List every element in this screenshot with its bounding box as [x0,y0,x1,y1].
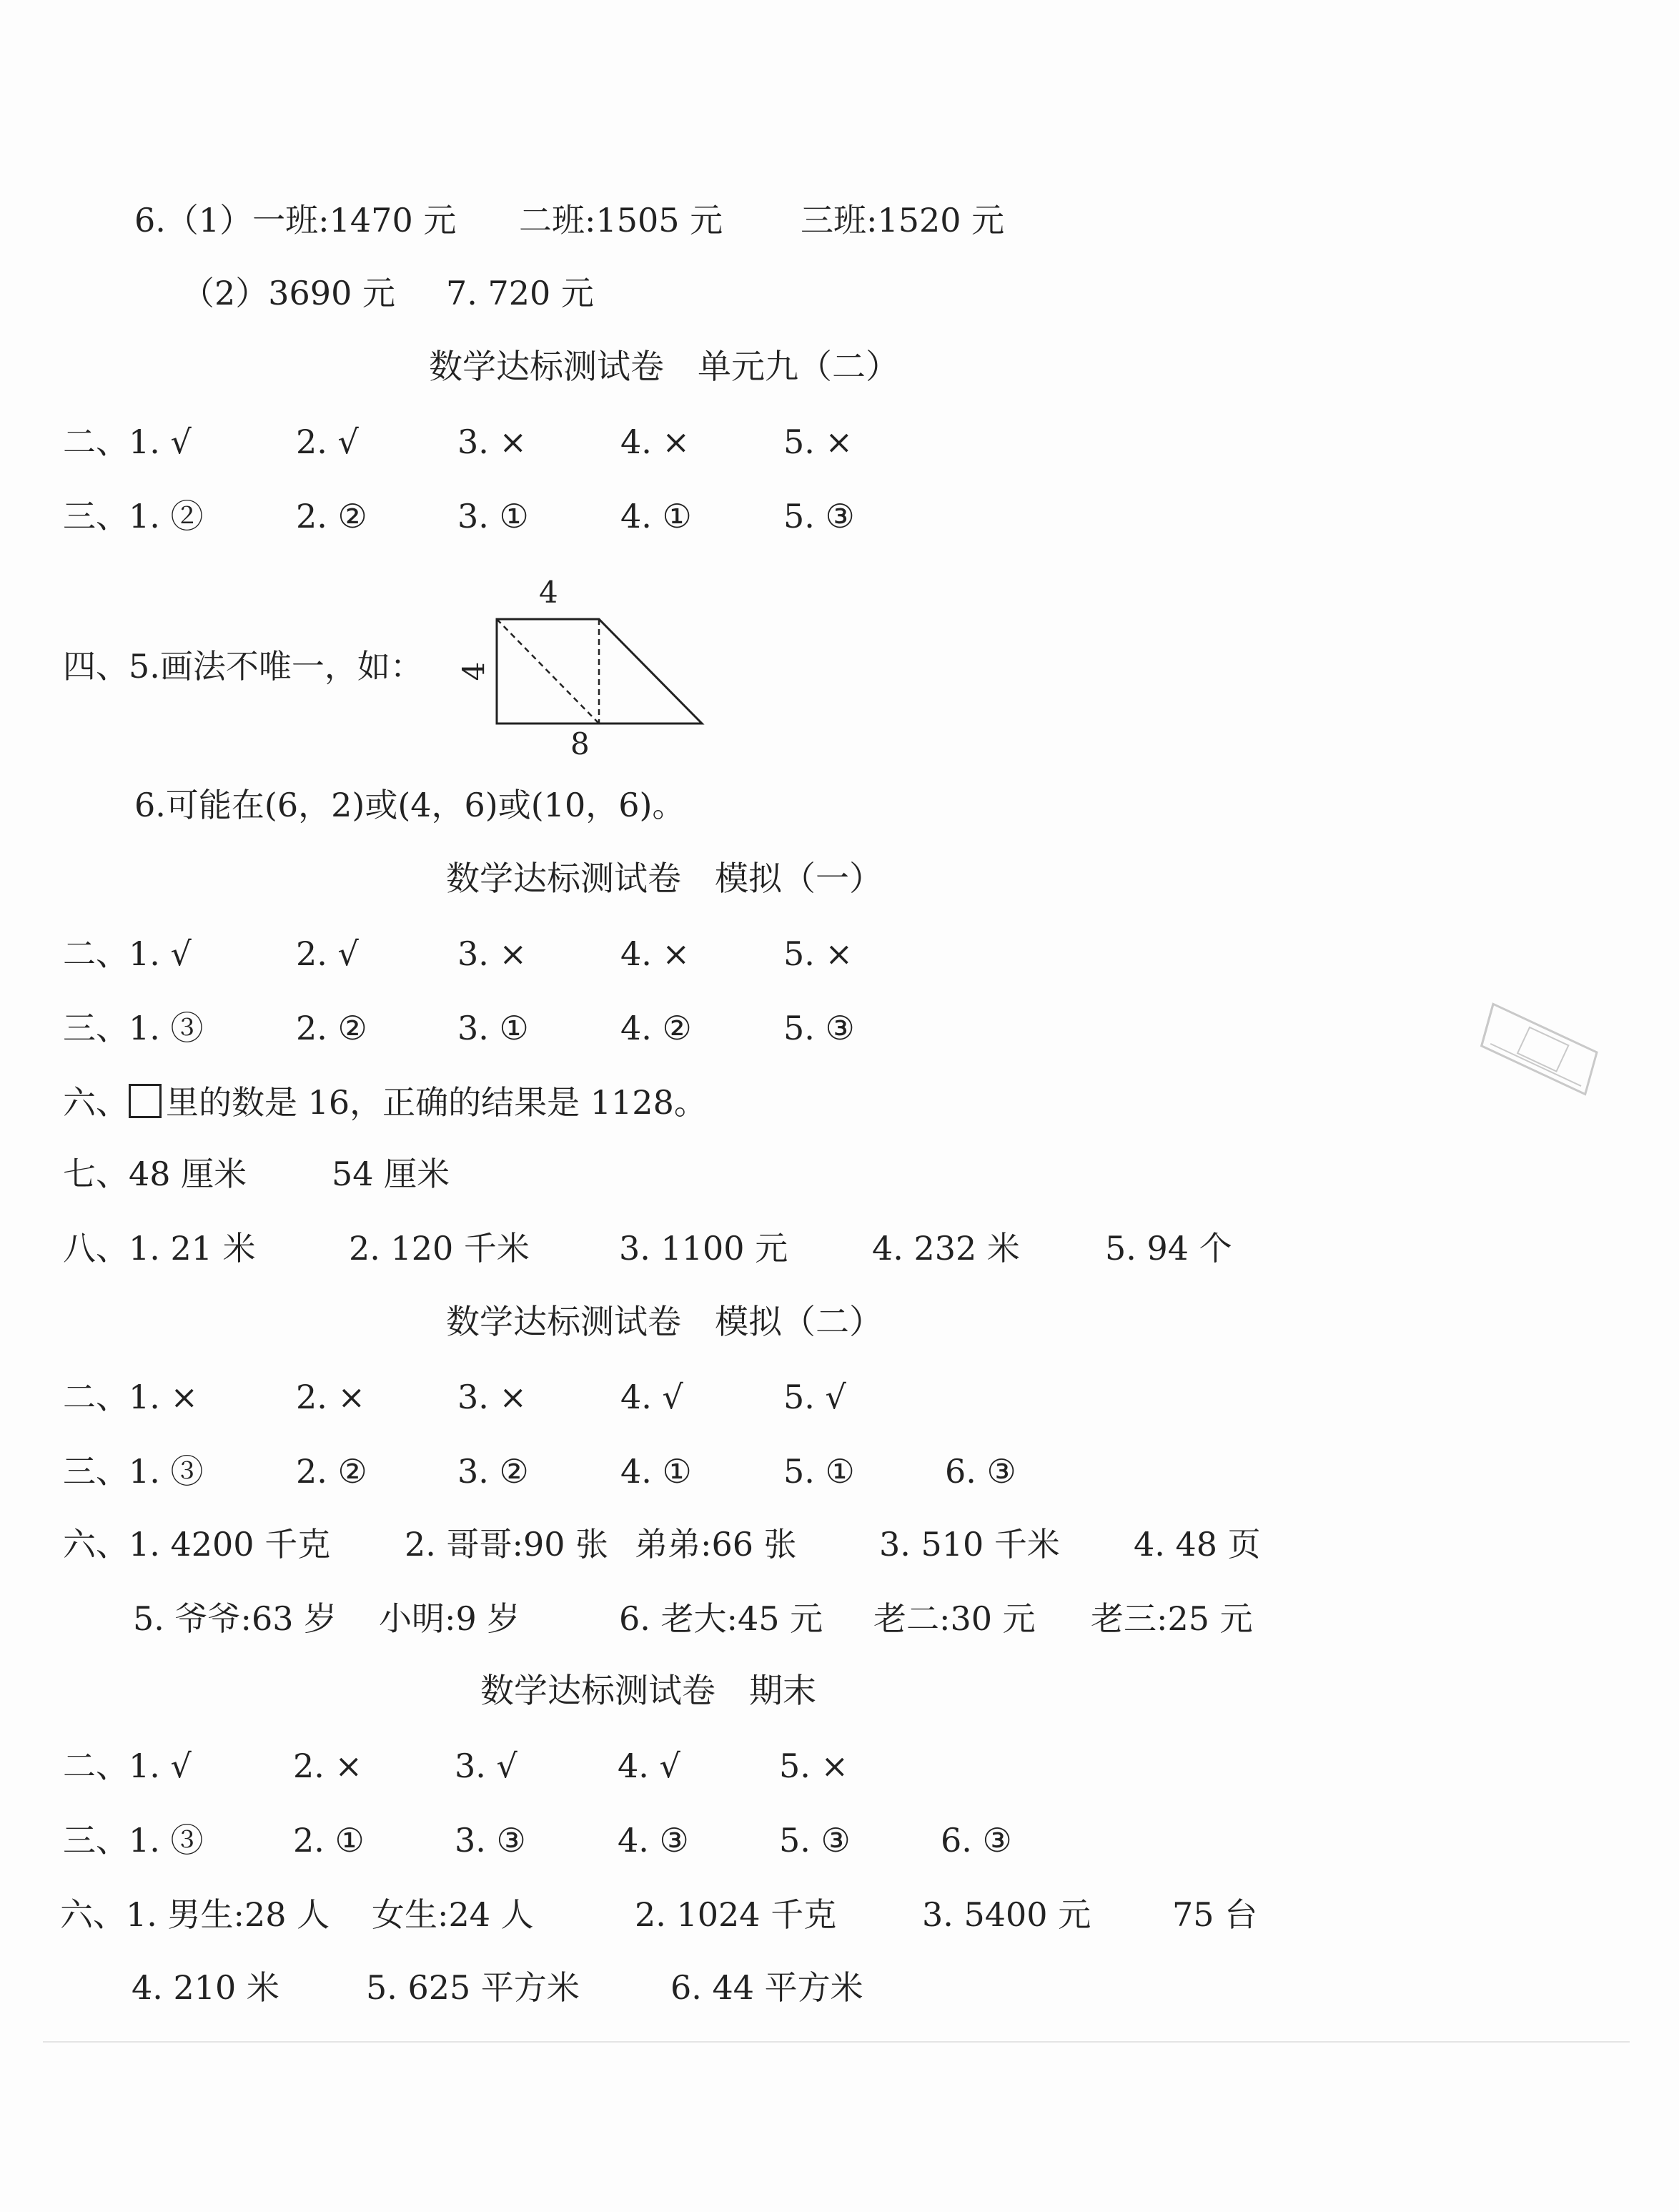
section-title-mock-2: 数学达标测试卷 模拟（二） [446,1303,883,1342]
answer-item: 3. ③ [455,1821,526,1860]
answer-item: 2. √ [296,423,359,461]
answer-row-san-lead: 三、1. ③ [63,1821,204,1860]
watermark-stamp-icon [1458,994,1630,1104]
trapezoid-top-label: 4 [539,575,558,610]
answer-item: 4. ③ [618,1821,689,1860]
answer-item: 4. 232 米 [872,1229,1020,1268]
answer-item: 2. ① [293,1821,365,1860]
answer-item: 6. 老大:45 元 [619,1599,823,1638]
answer-item: 2. ② [296,497,367,535]
answer-liu [63,1081,707,1124]
answer-item: 3. × [457,934,528,973]
answer-item: 5. ③ [779,1821,851,1860]
answer-item: 2. × [293,1747,363,1785]
answer-qi-a: 七、48 厘米 [63,1155,247,1193]
answer-item: 5. × [779,1747,849,1785]
answer-6-2: （2）3690 元 [182,274,395,312]
answer-item: 2. 120 千米 [349,1229,530,1268]
answer-item: 2. 1024 千克 [635,1895,837,1934]
answer-item: 4. √ [620,1378,683,1416]
answer-item: 5. ① [783,1452,855,1491]
answer-item: 3. ② [457,1452,529,1491]
answer-row-liu-lead: 六、1. 男生:28 人 [60,1895,330,1934]
answer-item: 3. 510 千米 [879,1525,1060,1564]
answer-6-1-class3: 三班:1520 元 [801,201,1005,240]
answer-item: 4. ① [620,1452,692,1491]
answer-item: 5. 爷爷:63 岁 [133,1599,337,1638]
answer-si-5-text: 四、5.画法不唯一，如： [63,647,423,686]
answer-row-er-lead: 二、1. √ [63,1747,192,1785]
answer-item: 5. 94 个 [1105,1229,1232,1268]
section-title-final: 数学达标测试卷 期末 [480,1672,816,1711]
trapezoid-bottom-label: 8 [570,726,590,761]
answer-item: 2. ② [296,1452,367,1491]
answer-item: 75 台 [1172,1895,1258,1934]
answer-item: 4. × [620,934,690,973]
answer-row-er-lead: 二、1. √ [63,423,192,461]
answer-item: 6. 44 平方米 [670,1968,863,2007]
answer-item: 小明:9 岁 [379,1599,520,1638]
answer-row-er-lead: 二、1. √ [63,934,192,973]
bottom-divider [43,2041,1630,2043]
answer-item: 3. × [457,423,528,461]
answer-item: 3. √ [455,1747,517,1785]
answer-item: 老三:25 元 [1091,1599,1253,1638]
answer-row-san-lead: 三、1. ② [63,497,204,535]
answer-item: 3. 5400 元 [922,1895,1091,1934]
trapezoid-left-label: 4 [456,661,492,681]
answer-item: 3. ① [457,497,529,535]
answer-row-er-lead: 二、1. × [63,1378,199,1416]
answer-row-liu-lead: 六、1. 4200 千克 [63,1525,331,1564]
answer-si-6: 6.可能在(6，2)或(4，6)或(10，6)。 [134,786,685,824]
blank-square-icon [129,1084,162,1118]
answer-item: 2. ② [296,1009,367,1047]
answer-item: 弟弟:66 张 [635,1525,797,1564]
answer-item: 4. 210 米 [132,1968,279,2007]
answer-item: 2. 哥哥:90 张 [405,1525,609,1564]
trapezoid-figure [443,565,729,772]
answer-item: 5. × [783,934,853,973]
answer-row-ba-lead: 八、1. 21 米 [63,1229,256,1268]
answer-6-1-class2: 二班:1505 元 [519,201,723,240]
answer-item: 3. × [457,1378,528,1416]
answer-item: 5. √ [783,1378,846,1416]
answer-item: 6. ③ [941,1821,1012,1860]
answer-item: 4. √ [618,1747,680,1785]
answer-item: 2. × [296,1378,366,1416]
answer-qi-b: 54 厘米 [332,1155,450,1193]
answer-item: 4. ② [620,1009,692,1047]
answer-item: 5. ③ [783,497,855,535]
answer-item: 5. ③ [783,1009,855,1047]
answer-item: 3. 1100 元 [619,1229,788,1268]
answer-item: 5. × [783,423,853,461]
answer-item: 4. × [620,423,690,461]
section-title-mock-1: 数学达标测试卷 模拟（一） [446,859,883,899]
answer-liu-prefix: 六、 [63,1083,129,1122]
answer-item: 女生:24 人 [372,1895,534,1934]
answer-item: 2. √ [296,934,359,973]
answer-item: 5. 625 平方米 [366,1968,580,2007]
answer-liu-rest: 里的数是 16，正确的结果是 1128。 [166,1083,707,1122]
answer-item: 老二:30 元 [873,1599,1036,1638]
answer-row-san-lead: 三、1. ③ [63,1452,204,1491]
answer-7: 7. 720 元 [446,274,594,312]
answer-6-1-class1: 6.（1）一班:1470 元 [134,201,457,240]
section-title-unit9-2: 数学达标测试卷 单元九（二） [429,347,899,387]
answer-item: 4. ① [620,497,692,535]
answer-item: 3. ① [457,1009,529,1047]
answer-item: 6. ③ [945,1452,1016,1491]
answer-item: 4. 48 页 [1134,1525,1261,1564]
answer-row-san-lead: 三、1. ③ [63,1009,204,1047]
